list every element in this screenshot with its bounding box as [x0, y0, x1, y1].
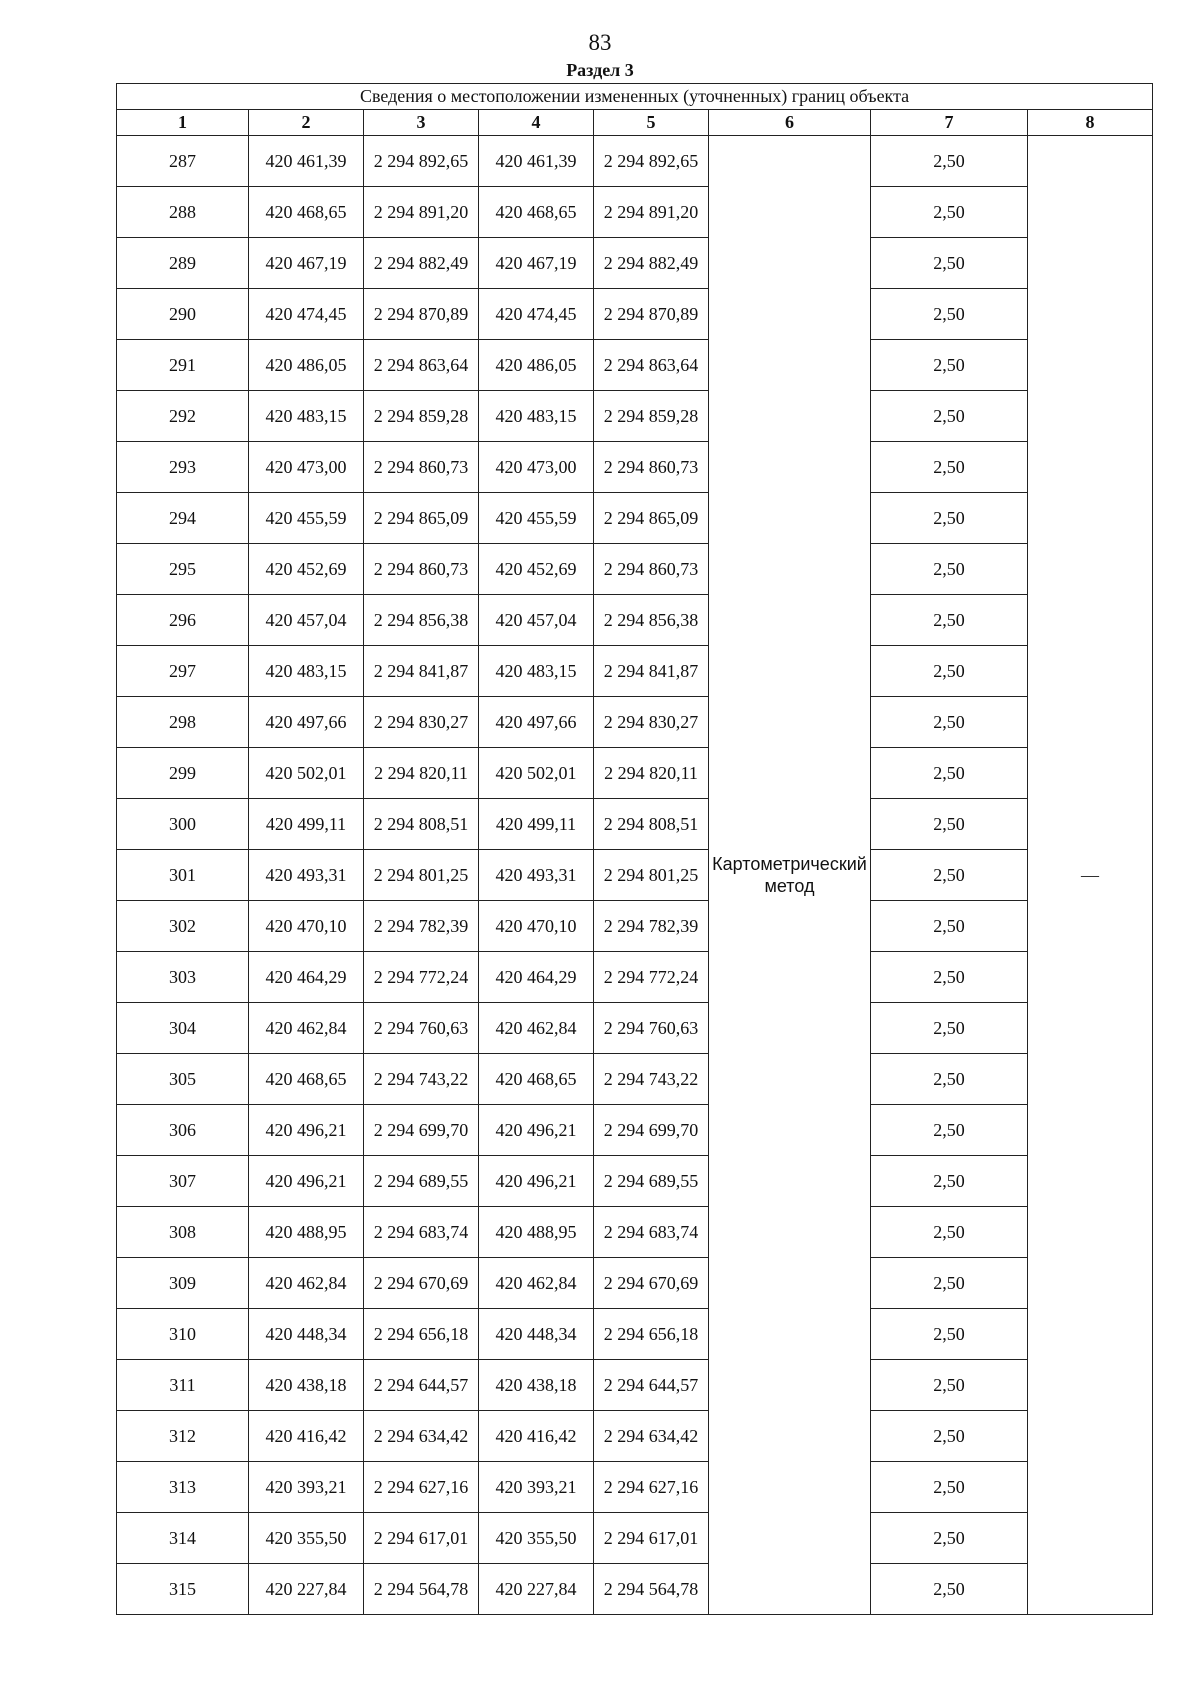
table-cell: 2 294 782,39 [594, 901, 709, 952]
page-number: 83 [588, 30, 612, 55]
table-cell: 420 462,84 [249, 1003, 364, 1054]
table-row [117, 1054, 1153, 1105]
table-cell: 2,50 [871, 1462, 1028, 1513]
table-cell: 2,50 [871, 952, 1028, 1003]
table-cell: 2,50 [871, 442, 1028, 493]
table-cell: 420 227,84 [479, 1564, 594, 1615]
table-cell: 420 438,18 [479, 1360, 594, 1411]
table-cell: 2,50 [871, 238, 1028, 289]
table-cell: 420 461,39 [249, 136, 364, 187]
note-cell: — [1028, 136, 1153, 1615]
table-row [117, 1360, 1153, 1411]
table-cell: 296 [117, 595, 249, 646]
table-body [117, 136, 1153, 1615]
table-cell: 420 438,18 [249, 1360, 364, 1411]
table-cell: 294 [117, 493, 249, 544]
table-cell: 420 464,29 [479, 952, 594, 1003]
table-cell: 420 467,19 [479, 238, 594, 289]
table-cell: 420 488,95 [249, 1207, 364, 1258]
table-cell: 420 455,59 [249, 493, 364, 544]
table-cell: 2 294 634,42 [594, 1411, 709, 1462]
table-row [117, 1513, 1153, 1564]
table-cell: 304 [117, 1003, 249, 1054]
table-cell: 2 294 683,74 [364, 1207, 479, 1258]
table-cell: 2 294 772,24 [594, 952, 709, 1003]
table-cell: 293 [117, 442, 249, 493]
table-cell: 2,50 [871, 544, 1028, 595]
table-cell: 420 496,21 [479, 1156, 594, 1207]
table-row [117, 544, 1153, 595]
table-cell: 312 [117, 1411, 249, 1462]
table-cell: 289 [117, 238, 249, 289]
table-row [117, 901, 1153, 952]
table-cell: 291 [117, 340, 249, 391]
section-title: Раздел 3 [566, 60, 634, 80]
table-cell: 2 294 699,70 [364, 1105, 479, 1156]
table-cell: 2,50 [871, 901, 1028, 952]
table-cell: 297 [117, 646, 249, 697]
table-cell: 420 488,95 [479, 1207, 594, 1258]
table-cell: 2 294 772,24 [364, 952, 479, 1003]
table-cell: 290 [117, 289, 249, 340]
table-cell: 420 502,01 [249, 748, 364, 799]
table-cell: 2 294 808,51 [364, 799, 479, 850]
column-number-header: 6 [709, 110, 871, 136]
table-cell: 420 393,21 [479, 1462, 594, 1513]
table-cell: 420 462,84 [249, 1258, 364, 1309]
table-row [117, 340, 1153, 391]
table-cell: 420 470,10 [479, 901, 594, 952]
table-row [117, 748, 1153, 799]
table-cell: 420 468,65 [249, 187, 364, 238]
table-cell: 2 294 801,25 [594, 850, 709, 901]
table-cell: 420 448,34 [249, 1309, 364, 1360]
table-caption: Сведения о местоположении измененных (уточненных) границ объекта [117, 84, 1153, 110]
table-cell: 2 294 808,51 [594, 799, 709, 850]
table-cell: 2,50 [871, 340, 1028, 391]
table-cell: 2 294 841,87 [594, 646, 709, 697]
table-cell: 420 470,10 [249, 901, 364, 952]
table-row [117, 850, 1153, 901]
table-cell: 420 502,01 [479, 748, 594, 799]
table-cell: 301 [117, 850, 249, 901]
column-number-header: 4 [479, 110, 594, 136]
column-number-header: 8 [1028, 110, 1153, 136]
table-cell: 2 294 743,22 [594, 1054, 709, 1105]
table-cell: 2 294 863,64 [594, 340, 709, 391]
table-cell: 2 294 689,55 [364, 1156, 479, 1207]
table-cell: 420 455,59 [479, 493, 594, 544]
table-cell: 420 486,05 [249, 340, 364, 391]
table-cell: 2 294 891,20 [594, 187, 709, 238]
table-cell: 303 [117, 952, 249, 1003]
table-cell: 295 [117, 544, 249, 595]
table-cell: 2,50 [871, 595, 1028, 646]
column-numbers-row [117, 110, 1153, 136]
table-cell: 420 416,42 [249, 1411, 364, 1462]
table-cell: 2 294 627,16 [594, 1462, 709, 1513]
table-cell: 313 [117, 1462, 249, 1513]
table-cell: 2,50 [871, 1411, 1028, 1462]
table-cell: 2 294 564,78 [364, 1564, 479, 1615]
table-cell: 2 294 859,28 [594, 391, 709, 442]
table-cell: 298 [117, 697, 249, 748]
table-cell: 2 294 882,49 [594, 238, 709, 289]
table-cell: 2 294 892,65 [594, 136, 709, 187]
table-cell: 420 483,15 [249, 391, 364, 442]
table-row [117, 595, 1153, 646]
table-cell: 420 457,04 [249, 595, 364, 646]
table-cell: 287 [117, 136, 249, 187]
table-row [117, 1105, 1153, 1156]
table-cell: 2 294 856,38 [594, 595, 709, 646]
table-cell: 420 473,00 [479, 442, 594, 493]
table-cell: 420 486,05 [479, 340, 594, 391]
table-cell: 2,50 [871, 493, 1028, 544]
table-cell: 420 468,65 [479, 1054, 594, 1105]
table-cell: 2 294 689,55 [594, 1156, 709, 1207]
table-cell: 420 496,21 [249, 1156, 364, 1207]
table-cell: 2 294 644,57 [364, 1360, 479, 1411]
table-cell: 2,50 [871, 1564, 1028, 1615]
table-row [117, 1003, 1153, 1054]
table-cell: 2,50 [871, 1207, 1028, 1258]
table-cell: 420 497,66 [249, 697, 364, 748]
table-cell: 420 496,21 [479, 1105, 594, 1156]
table-cell: 420 474,45 [249, 289, 364, 340]
table-cell: 2 294 760,63 [364, 1003, 479, 1054]
table-cell: 420 483,15 [249, 646, 364, 697]
table-cell: 2 294 564,78 [594, 1564, 709, 1615]
table-cell: 2 294 617,01 [364, 1513, 479, 1564]
table-row [117, 1564, 1153, 1615]
column-number-header: 7 [871, 110, 1028, 136]
table-cell: 302 [117, 901, 249, 952]
table-row [117, 799, 1153, 850]
table-cell: 420 452,69 [249, 544, 364, 595]
table-cell: 420 473,00 [249, 442, 364, 493]
table-cell: 305 [117, 1054, 249, 1105]
table-row [117, 493, 1153, 544]
table-row [117, 136, 1153, 187]
table-cell: 314 [117, 1513, 249, 1564]
table-cell: 2 294 743,22 [364, 1054, 479, 1105]
table-row [117, 952, 1153, 1003]
table-cell: 2 294 760,63 [594, 1003, 709, 1054]
table-cell: 2 294 617,01 [594, 1513, 709, 1564]
table-cell: 420 483,15 [479, 646, 594, 697]
table-cell: 2 294 782,39 [364, 901, 479, 952]
coordinates-table [116, 83, 1153, 1615]
table-cell: 2,50 [871, 136, 1028, 187]
table-cell: 308 [117, 1207, 249, 1258]
table-cell: 420 462,84 [479, 1258, 594, 1309]
table-cell: 2,50 [871, 391, 1028, 442]
table-cell: 2,50 [871, 1156, 1028, 1207]
table-row [117, 187, 1153, 238]
table-cell: 2 294 830,27 [364, 697, 479, 748]
table-cell: 2,50 [871, 1513, 1028, 1564]
table-cell: 2 294 820,11 [364, 748, 479, 799]
table-cell: 300 [117, 799, 249, 850]
table-cell: 2 294 841,87 [364, 646, 479, 697]
table-row [117, 1258, 1153, 1309]
table-cell: 288 [117, 187, 249, 238]
table-cell: 420 461,39 [479, 136, 594, 187]
table-cell: 306 [117, 1105, 249, 1156]
table-row [117, 1462, 1153, 1513]
table-cell: 2 294 860,73 [594, 544, 709, 595]
table-cell: 2 294 860,73 [594, 442, 709, 493]
table-cell: 2 294 699,70 [594, 1105, 709, 1156]
table-cell: 420 393,21 [249, 1462, 364, 1513]
table-cell: 310 [117, 1309, 249, 1360]
table-cell: 2,50 [871, 697, 1028, 748]
table-cell: 2,50 [871, 187, 1028, 238]
table-cell: 2 294 670,69 [364, 1258, 479, 1309]
table-cell: 2 294 627,16 [364, 1462, 479, 1513]
table-cell: 2,50 [871, 289, 1028, 340]
table-row [117, 289, 1153, 340]
table-cell: 2 294 870,89 [364, 289, 479, 340]
table-cell: 2,50 [871, 748, 1028, 799]
table-cell: 420 499,11 [249, 799, 364, 850]
table-cell: 2 294 683,74 [594, 1207, 709, 1258]
table-cell: 2,50 [871, 646, 1028, 697]
table-cell: 2 294 644,57 [594, 1360, 709, 1411]
table-cell: 2,50 [871, 1105, 1028, 1156]
table-cell: 2 294 656,18 [364, 1309, 479, 1360]
table-cell: 420 493,31 [249, 850, 364, 901]
table-row [117, 1207, 1153, 1258]
table-cell: 2 294 870,89 [594, 289, 709, 340]
table-cell: 420 464,29 [249, 952, 364, 1003]
table-cell: 2 294 656,18 [594, 1309, 709, 1360]
column-number-header: 2 [249, 110, 364, 136]
table-cell: 2 294 670,69 [594, 1258, 709, 1309]
table-cell: 2 294 865,09 [364, 493, 479, 544]
table-cell: 2 294 856,38 [364, 595, 479, 646]
table-cell: 2 294 860,73 [364, 442, 479, 493]
table-cell: 420 457,04 [479, 595, 594, 646]
table-cell: 311 [117, 1360, 249, 1411]
table-row [117, 442, 1153, 493]
table-cell: 420 468,65 [249, 1054, 364, 1105]
table-cell: 2,50 [871, 1054, 1028, 1105]
table-cell: 420 496,21 [249, 1105, 364, 1156]
table-row [117, 1411, 1153, 1462]
method-cell: Картометрический метод [709, 136, 871, 1615]
table-row [117, 391, 1153, 442]
table-cell: 2,50 [871, 1360, 1028, 1411]
table-cell: 2,50 [871, 1258, 1028, 1309]
table-cell: 2 294 634,42 [364, 1411, 479, 1462]
table-row [117, 1309, 1153, 1360]
table-cell: 2,50 [871, 1003, 1028, 1054]
table-cell: 315 [117, 1564, 249, 1615]
table-cell: 420 467,19 [249, 238, 364, 289]
table-cell: 420 468,65 [479, 187, 594, 238]
table-cell: 420 483,15 [479, 391, 594, 442]
table-cell: 420 355,50 [249, 1513, 364, 1564]
table-row [117, 646, 1153, 697]
table-cell: 420 462,84 [479, 1003, 594, 1054]
table-cell: 307 [117, 1156, 249, 1207]
table-cell: 420 497,66 [479, 697, 594, 748]
table-cell: 2 294 860,73 [364, 544, 479, 595]
table-cell: 2 294 859,28 [364, 391, 479, 442]
column-number-header: 3 [364, 110, 479, 136]
table-cell: 292 [117, 391, 249, 442]
table-row [117, 1156, 1153, 1207]
table-cell: 420 493,31 [479, 850, 594, 901]
table-cell: 2,50 [871, 1309, 1028, 1360]
table-cell: 2 294 865,09 [594, 493, 709, 544]
table-cell: 299 [117, 748, 249, 799]
table-cell: 2,50 [871, 799, 1028, 850]
table-cell: 2 294 863,64 [364, 340, 479, 391]
table-cell: 420 355,50 [479, 1513, 594, 1564]
table-cell: 2 294 830,27 [594, 697, 709, 748]
table-cell: 2 294 891,20 [364, 187, 479, 238]
table-cell: 420 448,34 [479, 1309, 594, 1360]
table-cell: 2 294 882,49 [364, 238, 479, 289]
table-row [117, 238, 1153, 289]
table-cell: 420 452,69 [479, 544, 594, 595]
table-cell: 2 294 820,11 [594, 748, 709, 799]
table-cell: 309 [117, 1258, 249, 1309]
table-cell: 420 227,84 [249, 1564, 364, 1615]
column-number-header: 1 [117, 110, 249, 136]
table-cell: 2,50 [871, 850, 1028, 901]
table-cell: 420 416,42 [479, 1411, 594, 1462]
column-number-header: 5 [594, 110, 709, 136]
table-cell: 2 294 892,65 [364, 136, 479, 187]
table-cell: 420 474,45 [479, 289, 594, 340]
table-cell: 2 294 801,25 [364, 850, 479, 901]
table-row [117, 697, 1153, 748]
table-cell: 420 499,11 [479, 799, 594, 850]
